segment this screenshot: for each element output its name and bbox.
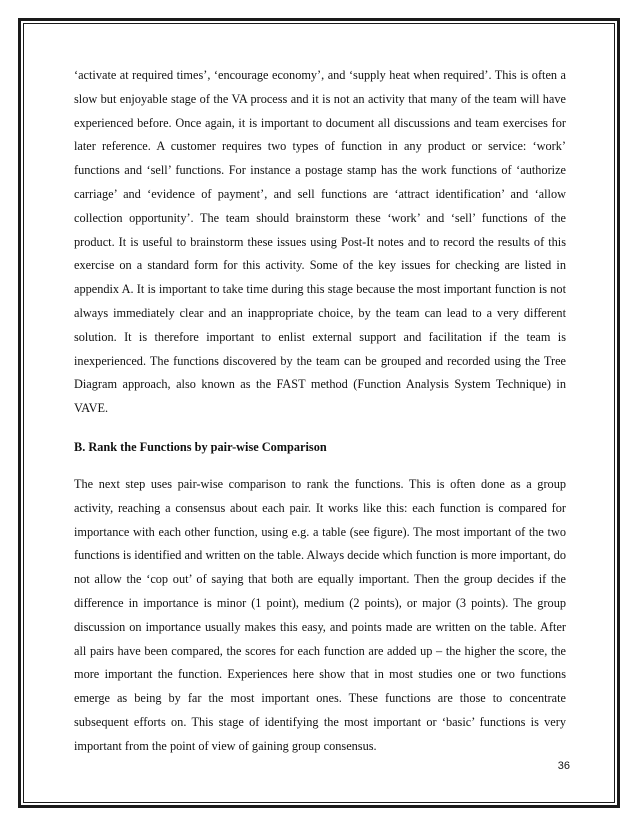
page-number: 36: [557, 760, 570, 772]
document-body: [74, 64, 566, 759]
paragraph-function-analysis: ‘activate at required times’, ‘encourage economy’, and ‘supply heat when required’. This is often a slow but enjoyable stage of the VA process and it is not an activity that many of the team will have experienced before. Once again, it is important to document all discussions and team exercises for later reference. A customer requires two types of function in any product or service: ‘work’ functions and ‘sell’ functions. For instance a postage stamp has the work functions of ‘authorize carriage’ and ‘evidence of payment’, and sell functions are ‘attract identification’ and ‘allow collection opportunity’. The team should brainstorm these ‘work’ and ‘sell’ functions of the product. It is useful to brainstorm these issues using Post-It notes and to record the results of this exercise on a standard form for this activity. Some of the key issues for checking are listed in appendix A. It is important to take time during this stage because the most important function is not always immediately clear and an inappropriate choice, by the team can lead to a very different solution. It is therefore important to enlist external support and facilitation if the team is inexperienced. The functions discovered by the team can be grouped and recorded using the Tree Diagram approach, also known as the FAST method (Function Analysis System Technique) in VAVE.: [74, 68, 566, 416]
paragraph-pairwise-comparison: The next step uses pair-wise comparison to rank the functions. This is often done as a group activity, reaching a consensus about each pair. It works like this: each function is compared for importance with each other function, using e.g. a table (see figure). The most important of the two functions is identified and written on the table. Always decide which function is more important, do not allow the ‘cop out’ of saying that both are equally important. Then the group decides if the difference in importance is minor (1 point), medium (2 points), or major (3 points). The group discussion on importance usually makes this easy, and points made are written on the table. After all pairs have been compared, the scores for each function are added up – the higher the score, the more important the function. Experiences here show that in most studies one or two functions emerge as being by far the most important ones. These functions are those to concentrate subsequent efforts on. This stage of identifying the most important or ‘basic’ functions is very important from the point of view of gaining group consensus.: [74, 476, 566, 753]
section-heading: B. Rank the Functions by pair-wise Comparison: [74, 439, 327, 454]
